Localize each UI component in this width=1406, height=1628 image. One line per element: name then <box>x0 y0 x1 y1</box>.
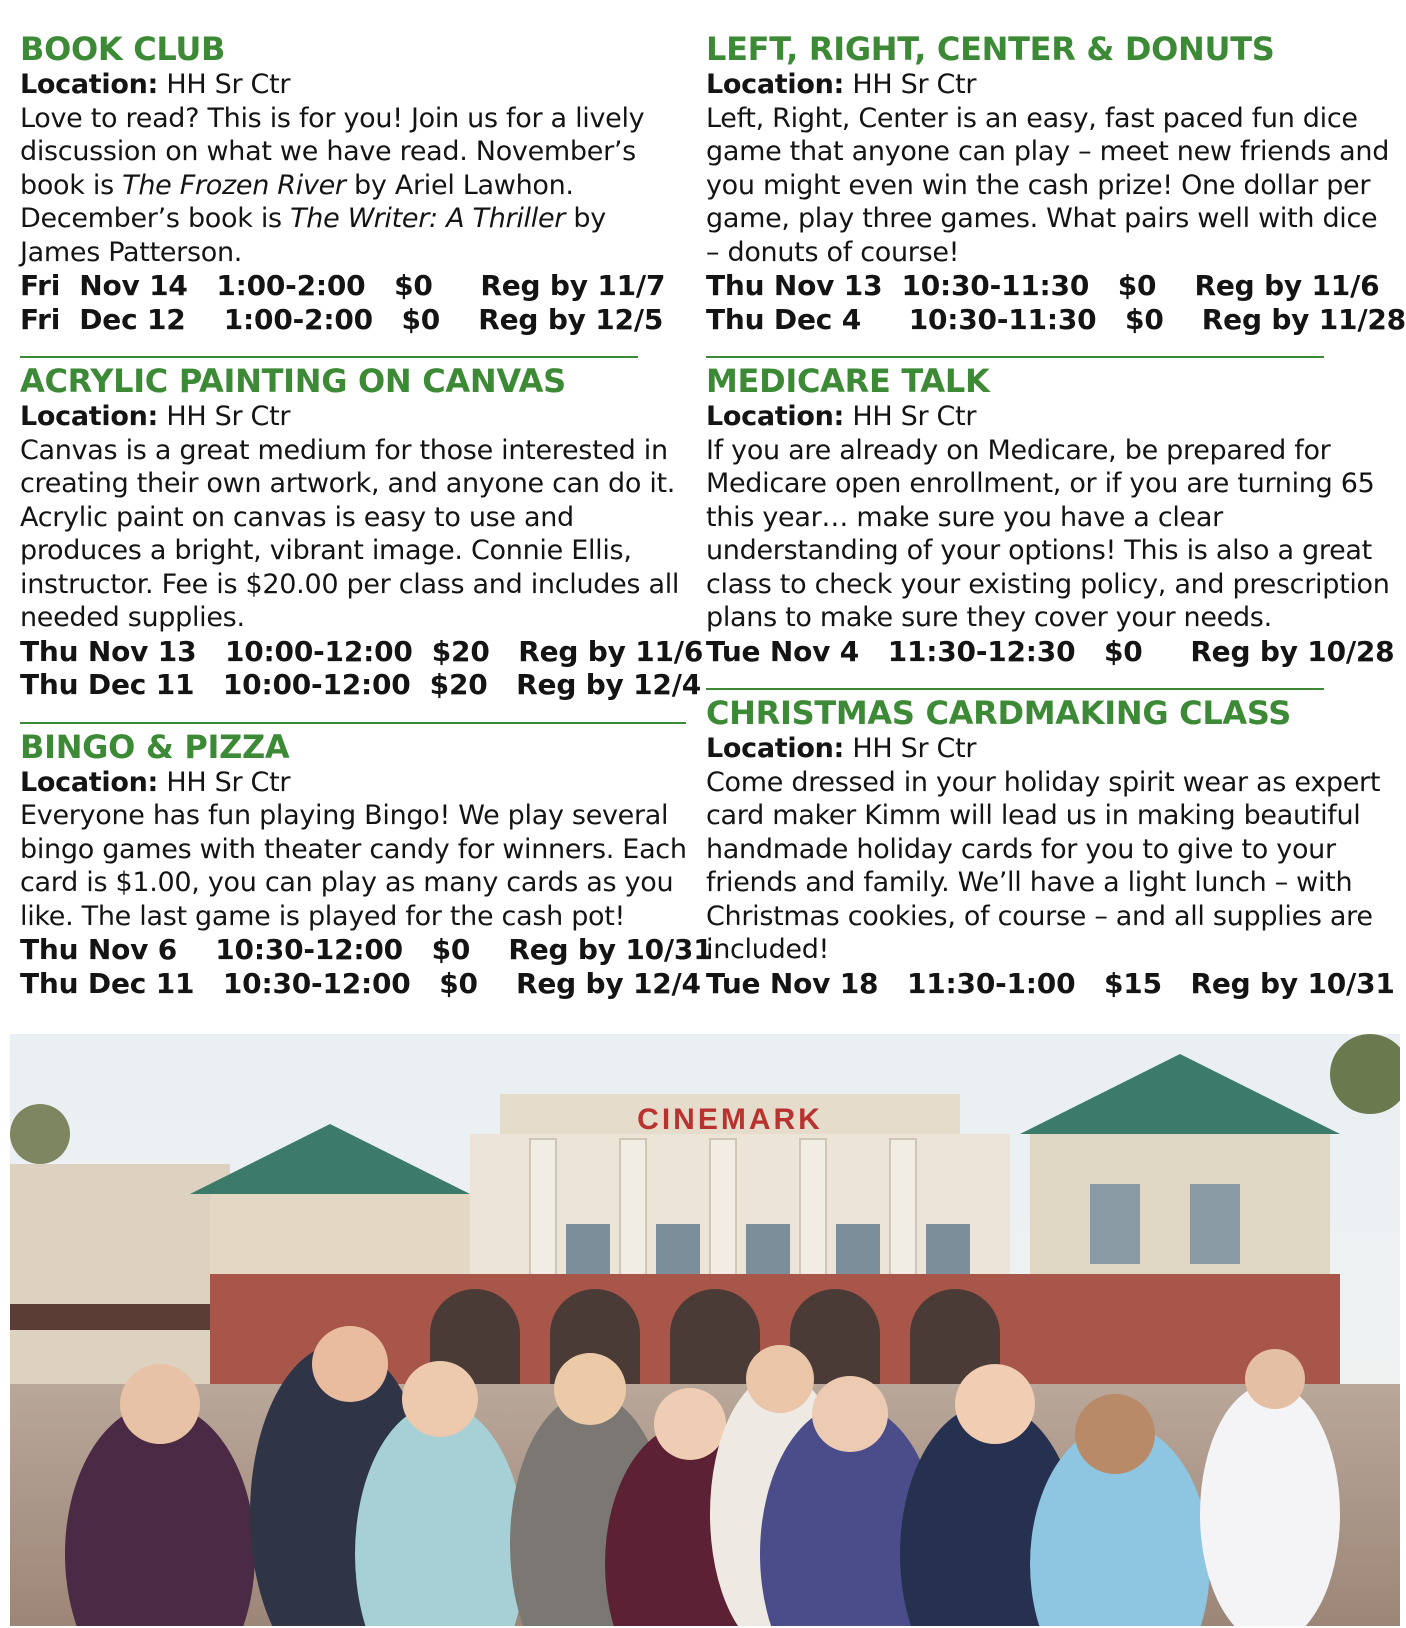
desc-text: by Ariel Lawhon. December’s book is <box>20 169 574 234</box>
group-photo <box>10 1034 1400 1626</box>
lrc-section <box>706 30 1406 336</box>
bingo-location <box>20 766 690 800</box>
acrylic-section <box>20 362 704 702</box>
location-label: Location: <box>706 733 845 764</box>
acrylic-title: ACRYLIC PAINTING ON CANVAS <box>20 362 566 400</box>
location-label: Location: <box>20 69 159 100</box>
location-value: HH Sr Ctr <box>166 69 291 100</box>
window <box>1090 1184 1140 1264</box>
book-club-location <box>20 68 690 102</box>
section-divider <box>20 356 638 358</box>
session-line: Tue Nov 18 11:30-1:00 $15 Reg by 10/31 <box>706 966 1395 1000</box>
location-label: Location: <box>706 401 845 432</box>
location-value: HH Sr Ctr <box>852 733 977 764</box>
lrc-location <box>706 68 1390 102</box>
cardmaking-section <box>706 694 1395 1000</box>
left-column <box>20 30 713 1000</box>
session-line: Thu Dec 4 10:30-11:30 $0 Reg by 11/28 <box>706 302 1406 336</box>
acrylic-location <box>20 400 690 434</box>
medicare-section <box>706 362 1395 668</box>
medicare-location <box>706 400 1390 434</box>
session-line: Thu Dec 11 10:30-12:00 $0 Reg by 12/4 <box>20 966 701 1000</box>
window <box>1190 1184 1240 1264</box>
cardmaking-location <box>706 732 1390 766</box>
tree <box>10 1104 70 1164</box>
book-title-2: The Writer: A Thriller <box>290 203 566 234</box>
location-label: Location: <box>20 766 159 798</box>
book-club-section <box>20 30 690 336</box>
section-divider <box>706 688 1324 690</box>
book-title-1: The Frozen River <box>122 169 346 201</box>
lrc-description: Left, Right, Center is an easy, fast paced fun dice game that anyone can play – meet new friends and you might even win the cash prize! One dollar per game, play three games. What pairs well with dice – donuts of course! <box>706 102 1390 268</box>
right-column <box>706 30 1406 1000</box>
awning <box>10 1304 240 1330</box>
session-line: Fri Dec 12 1:00-2:00 $0 Reg by 12/5 <box>20 302 664 336</box>
bingo-section <box>20 727 713 1001</box>
session-line: Tue Nov 4 11:30-12:30 $0 Reg by 10/28 <box>706 634 1395 668</box>
medicare-title: MEDICARE TALK <box>706 362 990 400</box>
session-line: Fri Nov 14 1:00-2:00 $0 Reg by 11/7 <box>20 269 666 302</box>
session-line: Thu Nov 13 10:00-12:00 $20 Reg by 11/6 <box>20 634 704 668</box>
location-value: HH Sr Ctr <box>852 401 977 432</box>
section-divider <box>20 722 686 724</box>
book-club-title: BOOK CLUB <box>20 30 226 68</box>
theater-sign: CINEMARK <box>637 1103 823 1136</box>
location-label: Location: <box>20 401 159 432</box>
book-club-description <box>20 102 690 270</box>
location-label: Location: <box>706 69 845 100</box>
location-value: HH Sr Ctr <box>166 401 291 432</box>
location-value: HH Sr Ctr <box>166 766 291 798</box>
desc-text: Love to read? This is for you! Join us for a lively discussion on what we have read. November’s book is <box>20 102 645 201</box>
session-line: Thu Dec 11 10:00-12:00 $20 Reg by 12/4 <box>20 668 702 701</box>
location-value: HH Sr Ctr <box>852 69 977 100</box>
lrc-title: LEFT, RIGHT, CENTER & DONUTS <box>706 30 1275 68</box>
cardmaking-description: Come dressed in your holiday spirit wear as expert card maker Kimm will lead us in making beautiful handmade holiday cards for you to give to your friends and family. We’ll have a light lunch – with Christmas cookies, of course – and all supplies are included! <box>706 766 1381 965</box>
desc-text: by James Patterson. <box>20 203 606 268</box>
left-building <box>10 1164 230 1384</box>
cardmaking-title: CHRISTMAS CARDMAKING CLASS <box>706 694 1291 732</box>
bingo-description: Everyone has fun playing Bingo! We play several bingo games with theater candy for winners. Each card is $1.00, you can play as many cards as you like. The last game is played for the cash pot! <box>20 800 687 932</box>
acrylic-description: Canvas is a great medium for those interested in creating their own artwork, and anyone can do it. Acrylic paint on canvas is easy to use and produces a bright, vibrant image. Connie Ellis, instructor. Fee is $20.00 per class and includes all needed supplies. <box>20 434 680 633</box>
bingo-title: BINGO & PIZZA <box>20 727 290 766</box>
session-line: Thu Nov 6 10:30-12:00 $0 Reg by 10/31 <box>20 933 713 966</box>
medicare-description: If you are already on Medicare, be prepared for Medicare open enrollment, or if you are turning 65 this year… make sure you have a clear understanding of your options! This is also a great class to check your existing policy, and prescription plans to make sure they cover your needs. <box>706 434 1390 633</box>
session-line: Thu Nov 13 10:30-11:30 $0 Reg by 11/6 <box>706 269 1380 302</box>
section-divider <box>706 356 1324 358</box>
